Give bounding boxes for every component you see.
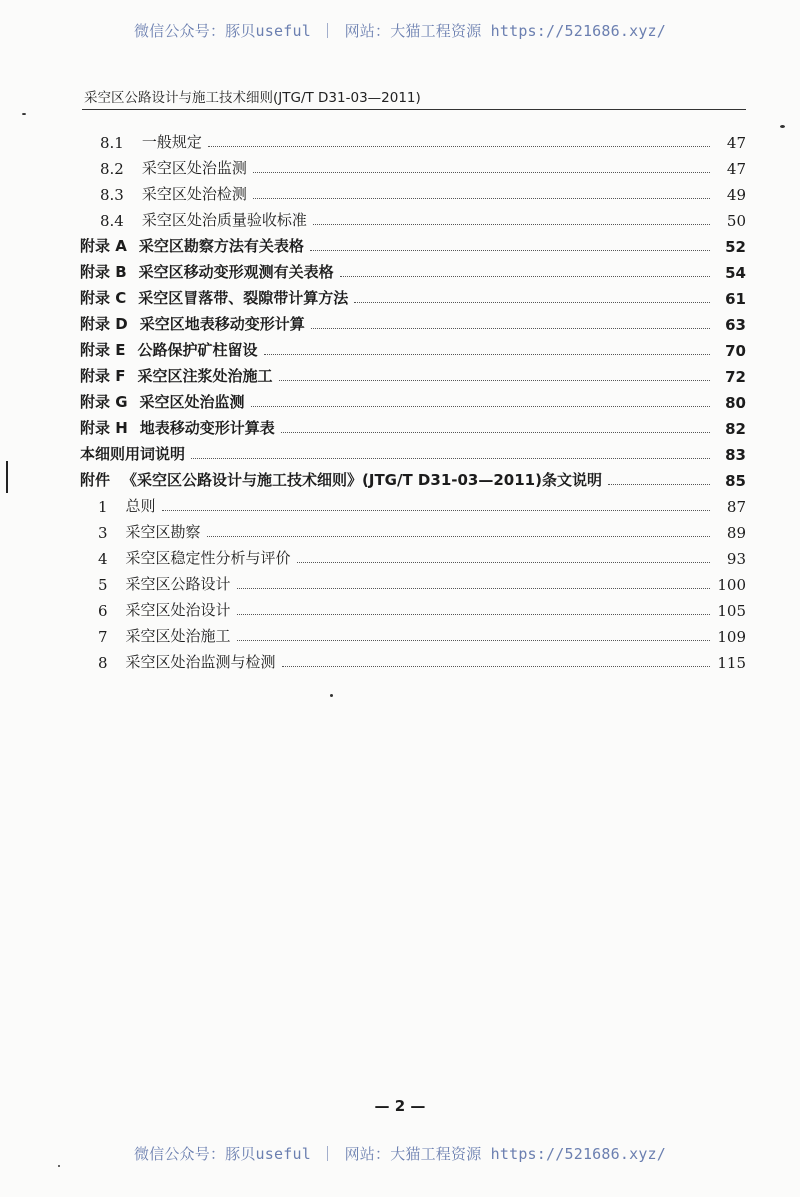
toc-entry-body [98, 521, 716, 542]
toc-entry-number: 3 [98, 524, 108, 542]
dot-leader [354, 302, 710, 303]
toc-entry-title: 总则 [125, 497, 156, 515]
toc-entry [0, 438, 800, 464]
toc-entry-page: 47 [726, 160, 746, 178]
toc-entry-page: 49 [726, 186, 746, 204]
toc-entry-page: 47 [726, 134, 746, 152]
dot-leader [251, 406, 710, 407]
toc-entry-page: 80 [725, 394, 746, 412]
toc-entry-number: 4 [98, 550, 108, 568]
watermark-top: 微信公众号：豚贝useful ｜ 网站：大猫工程资源 https://521686.xyz/ [133, 22, 667, 40]
toc-entry-body [80, 235, 716, 256]
dot-leader [297, 562, 710, 563]
toc-entry-body [80, 443, 716, 464]
toc-entry-body [100, 131, 716, 152]
toc-entry-body [100, 157, 716, 178]
toc-entry-page: 52 [725, 238, 746, 256]
toc-entry-body [98, 651, 716, 672]
toc-entry [0, 412, 800, 438]
toc-entry-title: 采空区稳定性分析与评价 [125, 549, 291, 567]
toc-entry-number: 8.2 [100, 160, 124, 178]
toc-entry-body [80, 365, 716, 386]
toc-entry [0, 360, 800, 386]
toc-entry-title: 采空区处治监测 [141, 159, 247, 177]
toc-entry-page: 72 [725, 368, 746, 386]
dot-leader [253, 198, 710, 199]
toc-entry-page: 115 [717, 654, 746, 672]
dot-leader [311, 328, 710, 329]
dot-leader [253, 172, 710, 173]
dot-leader [264, 354, 711, 355]
toc-entry-number: 附录 G [80, 393, 128, 411]
scan-speck [22, 113, 26, 115]
toc-entry [0, 620, 800, 646]
page-number: — 2 — [374, 1097, 426, 1115]
toc-entry-number: 8.1 [100, 134, 124, 152]
dot-leader [281, 432, 710, 433]
toc-entry [0, 282, 800, 308]
toc-entry-title: 采空区处治设计 [125, 601, 231, 619]
scan-speck [330, 694, 333, 697]
toc-entry-number: 5 [98, 576, 108, 594]
toc-entry-number: 7 [98, 628, 108, 646]
toc-entry-body [98, 495, 716, 516]
toc-entry-title: 采空区处治质量验收标准 [141, 211, 307, 229]
dot-leader [310, 250, 710, 251]
toc-entry-number: 6 [98, 602, 108, 620]
toc-entry-title: 《采空区公路设计与施工技术细则》(JTG/T D31-03—2011)条文说明 [122, 471, 602, 489]
toc-entry-page: 54 [725, 264, 746, 282]
toc-entry-page: 89 [726, 524, 746, 542]
toc-entry-page: 63 [725, 316, 746, 334]
toc-entry-title: 采空区勘察 [125, 523, 201, 541]
toc-entry [0, 386, 800, 412]
toc-entry-page: 50 [726, 212, 746, 230]
toc-entry-number: 1 [98, 498, 108, 516]
toc-entry-page: 93 [726, 550, 746, 568]
toc-entry [0, 542, 800, 568]
toc-entry-title: 本细则用词说明 [80, 445, 186, 463]
toc-entry [0, 308, 800, 334]
toc-entry-title: 一般规定 [141, 133, 202, 151]
toc-entry-title: 采空区处治监测 [139, 393, 245, 411]
toc-entry-title: 采空区处治监测与检测 [125, 653, 276, 671]
toc-entry [0, 230, 800, 256]
toc-entry [0, 152, 800, 178]
toc-entry-title: 采空区公路设计 [125, 575, 231, 593]
dot-leader [237, 640, 710, 641]
dot-leader [207, 536, 710, 537]
dot-leader [162, 510, 710, 511]
toc-entry [0, 126, 800, 152]
scan-speck [780, 125, 785, 128]
toc-entry-page: 70 [725, 342, 746, 360]
toc-entry-title: 采空区勘察方法有关表格 [138, 237, 304, 255]
toc-entry-number: 附录 B [80, 263, 127, 281]
toc-entry-body [80, 469, 716, 490]
toc-entry-title: 采空区处治检测 [141, 185, 247, 203]
toc-entry-body [80, 261, 716, 282]
dot-leader [208, 146, 710, 147]
toc-entry-title: 采空区注浆处治施工 [137, 367, 273, 385]
toc-entry-number: 附录 F [80, 367, 126, 385]
toc-entry-body [100, 209, 716, 230]
toc-entry-number: 附录 A [80, 237, 127, 255]
dot-leader [237, 588, 710, 589]
toc-entry-title: 采空区地表移动变形计算 [139, 315, 305, 333]
toc-entry [0, 464, 800, 490]
toc-entry-body [80, 287, 716, 308]
dot-leader [237, 614, 710, 615]
dot-leader [282, 666, 710, 667]
running-header: 采空区公路设计与施工技术细则(JTG/T D31-03—2011) [84, 90, 421, 106]
toc-entry-page: 105 [717, 602, 746, 620]
toc-entry-body [80, 391, 716, 412]
dot-leader [191, 458, 710, 459]
toc-entry-body [100, 183, 716, 204]
toc-entry [0, 568, 800, 594]
toc-entry-number: 附录 H [80, 419, 128, 437]
toc-entry-title: 采空区移动变形观测有关表格 [138, 263, 334, 281]
toc-entry-body [98, 573, 716, 594]
toc-entry-page: 82 [725, 420, 746, 438]
toc-entry-number: 附录 C [80, 289, 127, 307]
toc-entry [0, 490, 800, 516]
scan-edge-mark [6, 461, 8, 493]
toc-entry-body [80, 339, 716, 360]
toc-entry [0, 646, 800, 672]
toc-entry [0, 516, 800, 542]
toc-entry [0, 204, 800, 230]
scan-speck [58, 1165, 60, 1167]
watermark-bottom: 微信公众号：豚贝useful ｜ 网站：大猫工程资源 https://521686.xyz/ [133, 1145, 667, 1163]
toc-entry-title: 采空区处治施工 [125, 627, 231, 645]
toc-entry [0, 256, 800, 282]
toc-entry-number: 附录 D [80, 315, 128, 333]
toc-entry-number: 8.4 [100, 212, 124, 230]
toc-entry-number: 8 [98, 654, 108, 672]
toc-entry-title: 公路保护矿柱留设 [137, 341, 258, 359]
toc-entry [0, 594, 800, 620]
toc-entry-number: 8.3 [100, 186, 124, 204]
toc-entry [0, 178, 800, 204]
toc-entry-body [98, 599, 716, 620]
toc-entry-title: 地表移动变形计算表 [139, 419, 275, 437]
toc-entry-body [98, 625, 716, 646]
header-rule [82, 109, 746, 110]
dot-leader [340, 276, 710, 277]
toc-entry-number: 附录 E [80, 341, 126, 359]
toc-entry-body [98, 547, 716, 568]
toc-entry-page: 87 [726, 498, 746, 516]
toc-entry-page: 109 [717, 628, 746, 646]
toc-entry-page: 100 [717, 576, 746, 594]
dot-leader [313, 224, 710, 225]
toc-entry-body [80, 313, 716, 334]
toc-entry-number: 附件 [80, 471, 111, 489]
toc-entry [0, 334, 800, 360]
toc-entry-title: 采空区冒落带、裂隙带计算方法 [138, 289, 349, 307]
toc-entry-body [80, 417, 716, 438]
toc-entry-page: 83 [725, 446, 746, 464]
dot-leader [608, 484, 710, 485]
dot-leader [279, 380, 711, 381]
toc-entry-page: 61 [725, 290, 746, 308]
toc-entry-page: 85 [725, 472, 746, 490]
